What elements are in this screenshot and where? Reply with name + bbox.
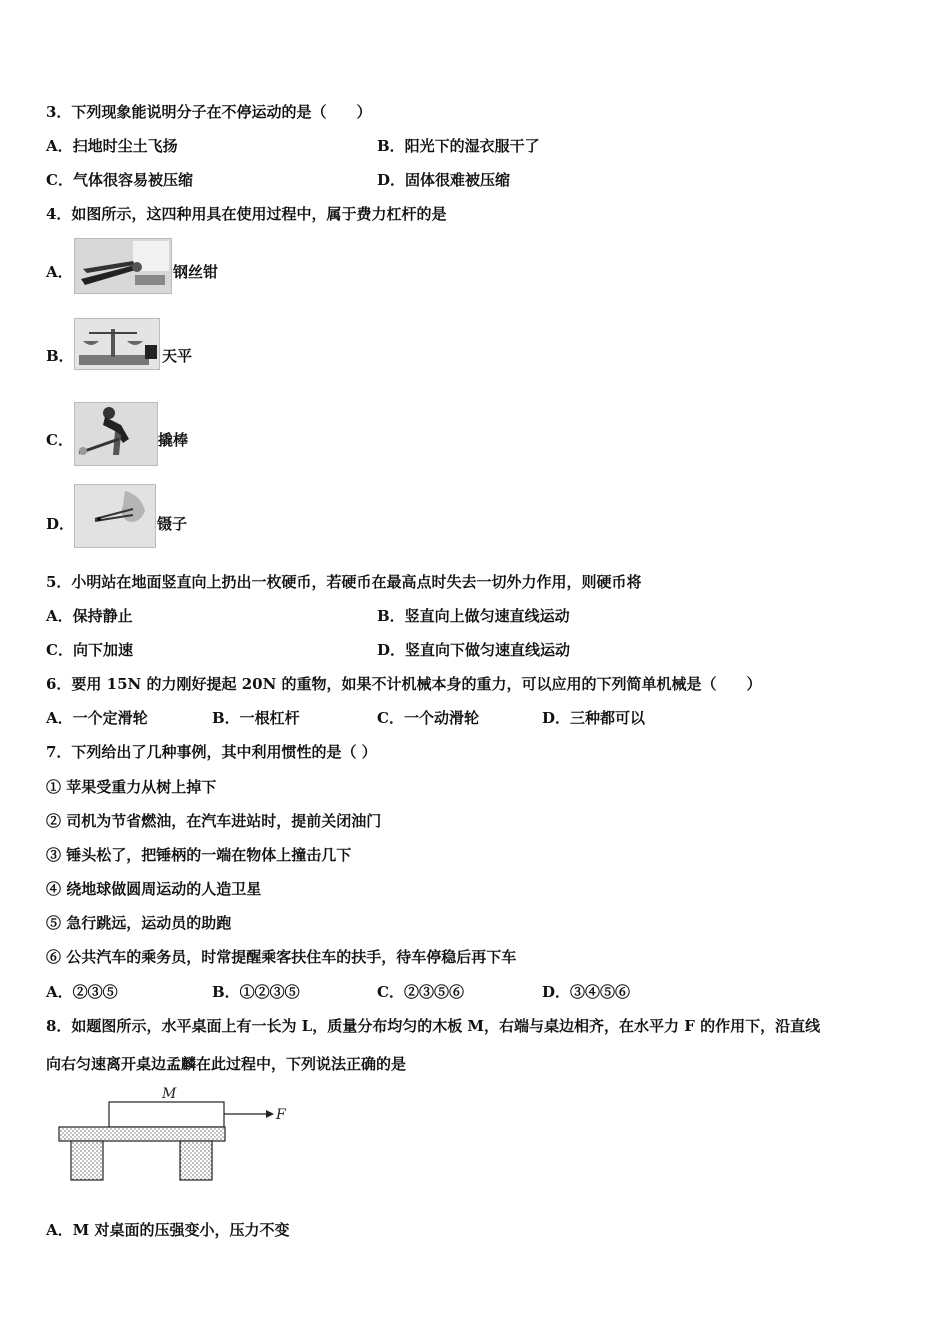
pliers-icon — [75, 239, 171, 293]
board-m-label: M — [162, 1086, 177, 1102]
q4-option-c-label: 撬棒 — [158, 431, 189, 449]
q5-option-a: A．保持静止 — [46, 607, 133, 625]
q4-option-b-letter: B． — [46, 347, 74, 365]
q4-option-b-label: 天平 — [162, 347, 193, 365]
q7-option-c: C．②③⑤⑥ — [377, 983, 464, 1001]
q6-option-b: B．一根杠杆 — [212, 709, 300, 727]
q7-item-5: ⑤ 急行跳远，运动员的助跑 — [46, 914, 232, 932]
q8-option-a: A．M 对桌面的压强变小，压力不变 — [46, 1221, 290, 1239]
q6-option-d: D．三种都可以 — [542, 709, 646, 727]
tweezers-image — [74, 484, 156, 548]
q3-option-b: B．阳光下的湿衣服干了 — [377, 137, 540, 155]
q3-option-a: A．扫地时尘土飞扬 — [46, 137, 178, 155]
q3-option-c: C．气体很容易被压缩 — [46, 171, 193, 189]
q7-item-2: ② 司机为节省燃油，在汽车进站时，提前关闭油门 — [46, 812, 382, 830]
balance-icon — [75, 319, 159, 369]
q6-option-a: A．一个定滑轮 — [46, 709, 148, 727]
q4-option-c-letter: C． — [46, 431, 73, 449]
q8-board-table-figure — [56, 1082, 296, 1186]
q7-item-1: ① 苹果受重力从树上掉下 — [46, 778, 217, 796]
table-leg-right — [180, 1141, 212, 1180]
q3-option-d: D．固体很难被压缩 — [377, 171, 511, 189]
q7-option-a: A．②③⑤ — [46, 983, 118, 1001]
q4-option-d-label: 镊子 — [157, 515, 188, 533]
balance-image — [74, 318, 160, 370]
q7-item-3: ③ 锤头松了，把锤柄的一端在物体上撞击几下 — [46, 846, 352, 864]
q4-option-a-letter: A． — [46, 263, 73, 281]
board-m — [109, 1102, 224, 1127]
table-leg-left — [71, 1141, 103, 1180]
q8-stem-line1: 8．如题图所示，水平桌面上有一长为 L，质量分布均匀的木板 M，右端与桌边相齐，在水平力 F 的作用下，沿直线 — [46, 1017, 821, 1035]
q6-option-c: C．一个动滑轮 — [377, 709, 479, 727]
crowbar-icon — [75, 403, 157, 465]
q6-stem: 6．要用 15N 的力刚好提起 20N 的重物，如果不计机械本身的重力，可以应用的下列简单机械是（ ） — [46, 675, 762, 693]
q8-stem-line2: 向右匀速离开桌边孟麟在此过程中，下列说法正确的是 — [46, 1055, 407, 1073]
q4-stem: 4．如图所示，这四种用具在使用过程中，属于费力杠杆的是 — [46, 205, 447, 223]
q5-option-c: C．向下加速 — [46, 641, 133, 659]
force-arrowhead-icon — [266, 1110, 274, 1118]
q7-item-4: ④ 绕地球做圆周运动的人造卫星 — [46, 880, 262, 898]
q4-option-a-label: 钢丝钳 — [173, 263, 219, 281]
crowbar-image — [74, 402, 158, 466]
pliers-image — [74, 238, 172, 294]
tweezers-icon — [75, 485, 155, 547]
q7-stem: 7．下列给出了几种事例，其中利用惯性的是（ ） — [46, 743, 377, 761]
q4-option-d-letter: D． — [46, 515, 75, 533]
q5-option-d: D．竖直向下做匀速直线运动 — [377, 641, 571, 659]
q5-stem: 5．小明站在地面竖直向上扔出一枚硬币，若硬币在最高点时失去一切外力作用，则硬币将 — [46, 573, 642, 591]
force-f-label: F — [276, 1107, 286, 1123]
q7-item-6: ⑥ 公共汽车的乘务员，时常提醒乘客扶住车的扶手，待车停稳后再下车 — [46, 948, 517, 966]
q7-option-d: D．③④⑤⑥ — [542, 983, 631, 1001]
q3-stem: 3．下列现象能说明分子在不停运动的是（ ） — [46, 103, 372, 121]
q5-option-b: B．竖直向上做匀速直线运动 — [377, 607, 570, 625]
table-top — [59, 1127, 225, 1141]
q7-option-b: B．①②③⑤ — [212, 983, 300, 1001]
